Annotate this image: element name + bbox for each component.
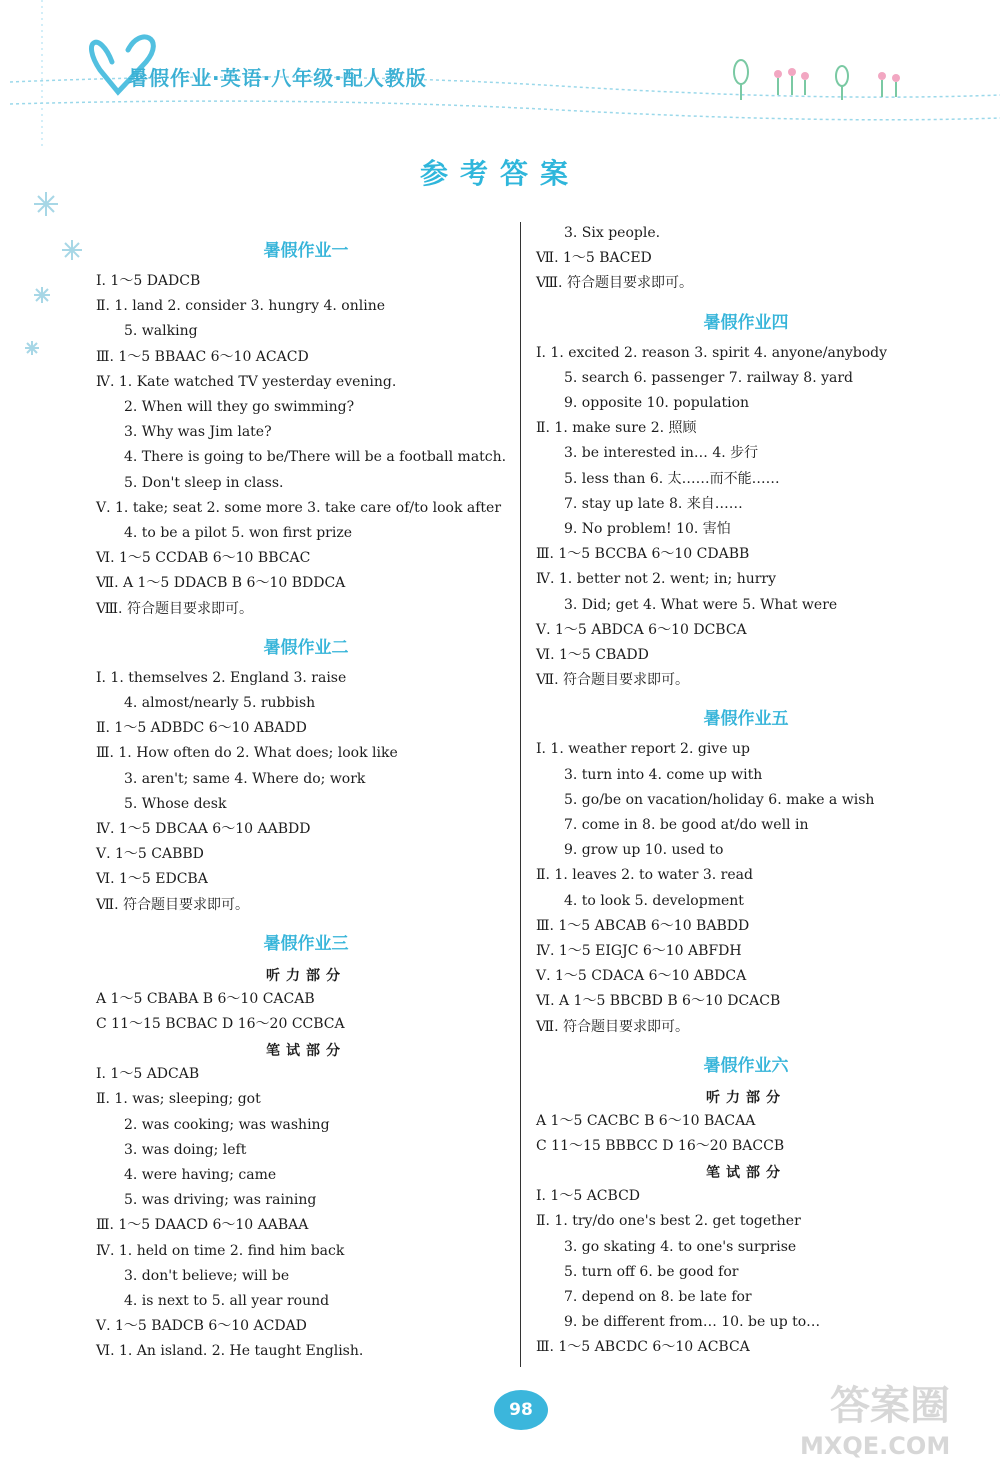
page-header	[0, 0, 1000, 150]
answer-line: Ⅲ. 1～5 ABCDC 6～10 ACBCA	[536, 1339, 750, 1356]
page-number-badge	[494, 1390, 548, 1430]
answer-line: 3. be interested in… 4. 步行	[564, 445, 759, 462]
watermark-url: MXQE.COM	[800, 1432, 951, 1460]
subsection-title: 笔试部分	[706, 1165, 786, 1182]
answer-line: 3. go skating 4. to one's surprise	[564, 1238, 797, 1255]
answer-line: Ⅱ. 1. make sure 2. 照顾	[536, 420, 697, 437]
answer-line: 7. come in 8. be good at/do well in	[564, 817, 809, 833]
answer-line: 5. turn off 6. be good for	[564, 1263, 739, 1280]
section-title: 暑假作业四	[703, 312, 789, 333]
answer-line: Ⅳ. 1. better not 2. went; in; hurry	[536, 571, 777, 588]
answer-line: Ⅱ. 1. land 2. consider 3. hungry 4. online	[96, 298, 386, 315]
answer-line: 9. grow up 10. used to	[564, 842, 724, 859]
answer-line: Ⅳ. 1. Kate watched TV yesterday evening.	[96, 373, 397, 390]
answer-line: Ⅰ. 1. excited 2. reason 3. spirit 4. anyone/anybody	[536, 344, 888, 361]
answer-line: Ⅱ. 1. leaves 2. to water 3. read	[536, 867, 753, 884]
answer-line: Ⅶ. 符合题目要求即可。	[536, 672, 689, 689]
snowflake-decoration	[22, 180, 92, 380]
answer-line: 5. search 6. passenger 7. railway 8. yard	[564, 369, 854, 386]
subsection-title: 笔试部分	[266, 1043, 346, 1060]
answer-line: 7. stay up late 8. 来自……	[564, 495, 743, 512]
answer-line: 9. No problem! 10. 害怕	[564, 521, 731, 537]
answer-line: 7. depend on 8. be late for	[564, 1289, 752, 1305]
answer-line: 4. were having; came	[124, 1167, 277, 1183]
answer-line: Ⅳ. 1～5 DBCAA 6～10 AABDD	[96, 821, 311, 837]
answer-line: 4. There is going to be/There will be a football match.	[124, 449, 507, 466]
section-title: 暑假作业一	[263, 241, 349, 261]
section-title: 暑假作业六	[703, 1055, 789, 1076]
answer-line: Ⅵ. A 1～5 BBCBD B 6～10 DCACB	[536, 993, 781, 1010]
answer-line: 5. Whose desk	[124, 795, 227, 812]
answer-line: Ⅰ. 1～5 DADCB	[96, 273, 201, 289]
answer-line: Ⅶ. 符合题目要求即可。	[96, 896, 249, 913]
answer-line: Ⅲ. 1～5 BBAAC 6～10 ACACD	[96, 348, 309, 365]
watermark-text: 答案圈	[830, 1383, 950, 1429]
answer-line: Ⅷ. 符合题目要求即可。	[96, 600, 253, 617]
answer-line: 9. be different from… 10. be up to…	[564, 1314, 821, 1331]
answer-line: Ⅴ. 1～5 CDACA 6～10 ABDCA	[536, 968, 747, 985]
answer-line: Ⅱ. 1. was; sleeping; got	[96, 1091, 261, 1108]
answer-line: 5. Don't sleep in class.	[124, 474, 284, 491]
answer-line: Ⅰ. 1. weather report 2. give up	[536, 741, 750, 758]
answer-line: Ⅵ. 1～5 EDCBA	[96, 871, 208, 888]
answer-line: 4. to be a pilot 5. won first prize	[124, 525, 352, 541]
column-divider	[520, 222, 521, 1367]
page-number: 98	[509, 1400, 533, 1420]
answer-line: 5. go/be on vacation/holiday 6. make a wish	[564, 791, 875, 808]
answer-line: 4. is next to 5. all year round	[124, 1293, 330, 1309]
answer-line: Ⅴ. 1～5 BADCB 6～10 ACDAD	[96, 1318, 307, 1335]
answer-line: Ⅱ. 1. try/do one's best 2. get together	[536, 1213, 801, 1230]
answer-line: C 11～15 BBBCC D 16～20 BACCB	[536, 1138, 785, 1154]
answer-line: Ⅲ. 1. How often do 2. What does; look like	[96, 745, 398, 762]
section-title: 暑假作业二	[263, 637, 349, 658]
answer-line: Ⅴ. 1. take; seat 2. some more 3. take care of/to look after	[96, 499, 502, 516]
answer-line: 3. don't believe; will be	[124, 1267, 290, 1284]
answer-line: Ⅶ. 符合题目要求即可。	[536, 1018, 689, 1035]
answer-line: 3. turn into 4. come up with	[564, 766, 763, 783]
answer-line: 4. almost/nearly 5. rubbish	[124, 695, 316, 711]
answer-line: Ⅶ. 1～5 BACED	[536, 250, 652, 267]
answer-line: C 11～15 BCBAC D 16～20 CCBCA	[96, 1016, 345, 1032]
subsection-title: 听力部分	[706, 1089, 786, 1106]
section-title: 暑假作业五	[703, 709, 789, 730]
answer-line: Ⅴ. 1～5 ABDCA 6～10 DCBCA	[536, 621, 747, 638]
answer-line: 3. Did; get 4. What were 5. What were	[564, 596, 838, 613]
answer-line: 5. walking	[124, 323, 198, 340]
answer-line: 3. Six people.	[564, 225, 661, 241]
answer-line: Ⅳ. 1. held on time 2. find him back	[96, 1242, 345, 1259]
section-title: 暑假作业三	[263, 933, 349, 954]
answer-line: Ⅰ. 1～5 ADCAB	[96, 1066, 200, 1083]
answer-line: 4. to look 5. development	[564, 892, 744, 909]
answer-line: 5. less than 6. 太……而不能……	[564, 470, 780, 487]
answer-line: Ⅰ. 1. themselves 2. England 3. raise	[96, 669, 347, 686]
answer-line: Ⅰ. 1～5 ACBCD	[536, 1188, 641, 1205]
subsection-title: 听力部分	[266, 967, 346, 984]
answer-line: Ⅷ. 符合题目要求即可。	[536, 275, 693, 292]
header-title: 暑假作业·英语·八年级·配人教版	[128, 66, 427, 90]
answer-line: Ⅳ. 1～5 EIGJC 6～10 ABFDH	[536, 943, 742, 959]
answer-line: A 1～5 CACBC B 6～10 BACAA	[536, 1112, 756, 1129]
answer-line: Ⅵ. 1～5 CBADD	[536, 647, 649, 663]
answer-line: Ⅲ. 1～5 DAACD 6～10 AABAA	[96, 1217, 309, 1234]
answer-line: 3. was doing; left	[124, 1141, 247, 1158]
answer-line: Ⅴ. 1～5 CABBD	[96, 846, 204, 863]
answer-line: 2. When will they go swimming?	[124, 399, 355, 415]
answer-line: 9. opposite 10. population	[564, 395, 750, 411]
answer-line: Ⅲ. 1～5 BCCBA 6～10 CDABB	[536, 546, 750, 563]
answer-line: Ⅱ. 1～5 ADBDC 6～10 ABADD	[96, 720, 307, 737]
page-title: 参考答案	[419, 157, 580, 190]
answer-line: Ⅲ. 1～5 ABCAB 6～10 BABDD	[536, 917, 750, 934]
answer-line: 3. Why was Jim late?	[124, 424, 272, 441]
answer-line: 5. was driving; was raining	[124, 1192, 317, 1209]
answer-line: A 1～5 CBABA B 6～10 CACAB	[96, 990, 315, 1007]
answer-line: Ⅵ. 1～5 CCDAB 6～10 BBCAC	[96, 550, 311, 567]
answer-line: 3. aren't; same 4. Where do; work	[124, 770, 366, 787]
answer-line: 2. was cooking; was washing	[124, 1116, 330, 1133]
answer-line: Ⅶ. A 1～5 DDACB B 6～10 BDDCA	[96, 575, 346, 592]
answer-line: Ⅵ. 1. An island. 2. He taught English.	[96, 1343, 364, 1360]
